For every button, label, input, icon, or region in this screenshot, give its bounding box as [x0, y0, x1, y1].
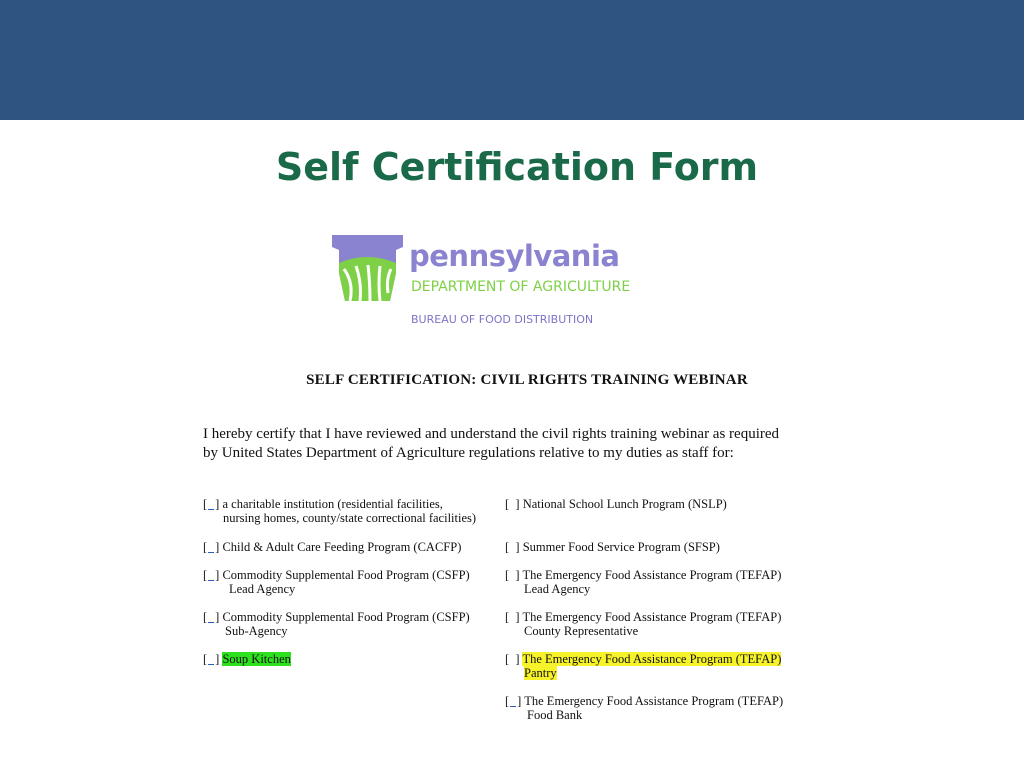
pda-logo — [330, 233, 660, 328]
option-sublabel: Lead Agency — [229, 582, 296, 596]
option-label: Soup Kitchen — [222, 652, 291, 666]
option-sublabel: Pantry — [524, 666, 557, 680]
logo-wordmark: pennsylvania — [409, 239, 620, 273]
option-sfsp[interactable] — [505, 540, 720, 554]
checkbox[interactable]: [ ] — [505, 568, 520, 582]
checkbox[interactable]: [ ] — [505, 652, 520, 666]
statement-line-1: I hereby certify that I have reviewed and understand the civil rights training webinar as required — [203, 426, 780, 442]
header-band — [0, 0, 1024, 120]
option-tefap-food-bank[interactable] — [505, 694, 783, 722]
certification-statement — [203, 425, 863, 463]
checkbox[interactable]: [ ] — [505, 610, 520, 624]
option-label: Child & Adult Care Feeding Program (CACFP) — [222, 540, 462, 554]
option-sublabel: Food Bank — [527, 708, 583, 722]
checkbox[interactable]: [ ] — [203, 568, 220, 582]
option-charitable-institution[interactable] — [203, 497, 476, 525]
option-csfp-sub-agency[interactable] — [203, 610, 470, 638]
checkbox[interactable]: [ ] — [203, 540, 220, 554]
document-heading: SELF CERTIFICATION: CIVIL RIGHTS TRAINING WEBINAR — [306, 372, 748, 388]
keystone-farm-icon — [330, 233, 405, 301]
option-label: Commodity Supplemental Food Program (CSFP) — [222, 610, 470, 624]
option-tefap-lead-agency[interactable] — [505, 568, 781, 596]
option-sublabel: nursing homes, county/state correctional facilities) — [223, 511, 477, 525]
option-soup-kitchen[interactable] — [203, 652, 291, 666]
option-label: The Emergency Food Assistance Program (TEFAP) — [522, 610, 782, 624]
option-label: a charitable institution (residential facilities, — [222, 497, 443, 511]
option-sublabel: Lead Agency — [524, 582, 591, 596]
option-sublabel: Sub-Agency — [225, 624, 288, 638]
checkbox[interactable]: [ ] — [505, 694, 522, 708]
slide-title: Self Certification Form — [275, 145, 759, 189]
option-tefap-pantry[interactable] — [505, 652, 781, 680]
statement-line-2: by United States Department of Agriculture regulations relative to my duties as staff for: — [203, 445, 734, 461]
option-label: The Emergency Food Assistance Program (TEFAP) — [522, 652, 782, 666]
option-nslp[interactable] — [505, 497, 727, 511]
checkbox[interactable]: [ ] — [203, 610, 220, 624]
option-csfp-lead-agency[interactable] — [203, 568, 470, 596]
option-tefap-county-representative[interactable] — [505, 610, 781, 638]
checkbox[interactable]: [ ] — [505, 540, 520, 554]
option-label: National School Lunch Program (NSLP) — [522, 497, 727, 511]
option-label: The Emergency Food Assistance Program (TEFAP) — [522, 568, 782, 582]
option-label: The Emergency Food Assistance Program (TEFAP) — [524, 694, 784, 708]
option-sublabel: County Representative — [524, 624, 639, 638]
checkbox[interactable]: [ ] — [505, 497, 520, 511]
checkbox[interactable]: [ ] — [203, 652, 220, 666]
checkbox[interactable]: [ ] — [203, 497, 220, 511]
option-label: Commodity Supplemental Food Program (CSFP) — [222, 568, 470, 582]
option-label: Summer Food Service Program (SFSP) — [522, 540, 720, 554]
logo-department: DEPARTMENT OF AGRICULTURE — [411, 279, 631, 295]
logo-bureau: BUREAU OF FOOD DISTRIBUTION — [411, 313, 594, 326]
option-cacfp[interactable] — [203, 540, 461, 554]
